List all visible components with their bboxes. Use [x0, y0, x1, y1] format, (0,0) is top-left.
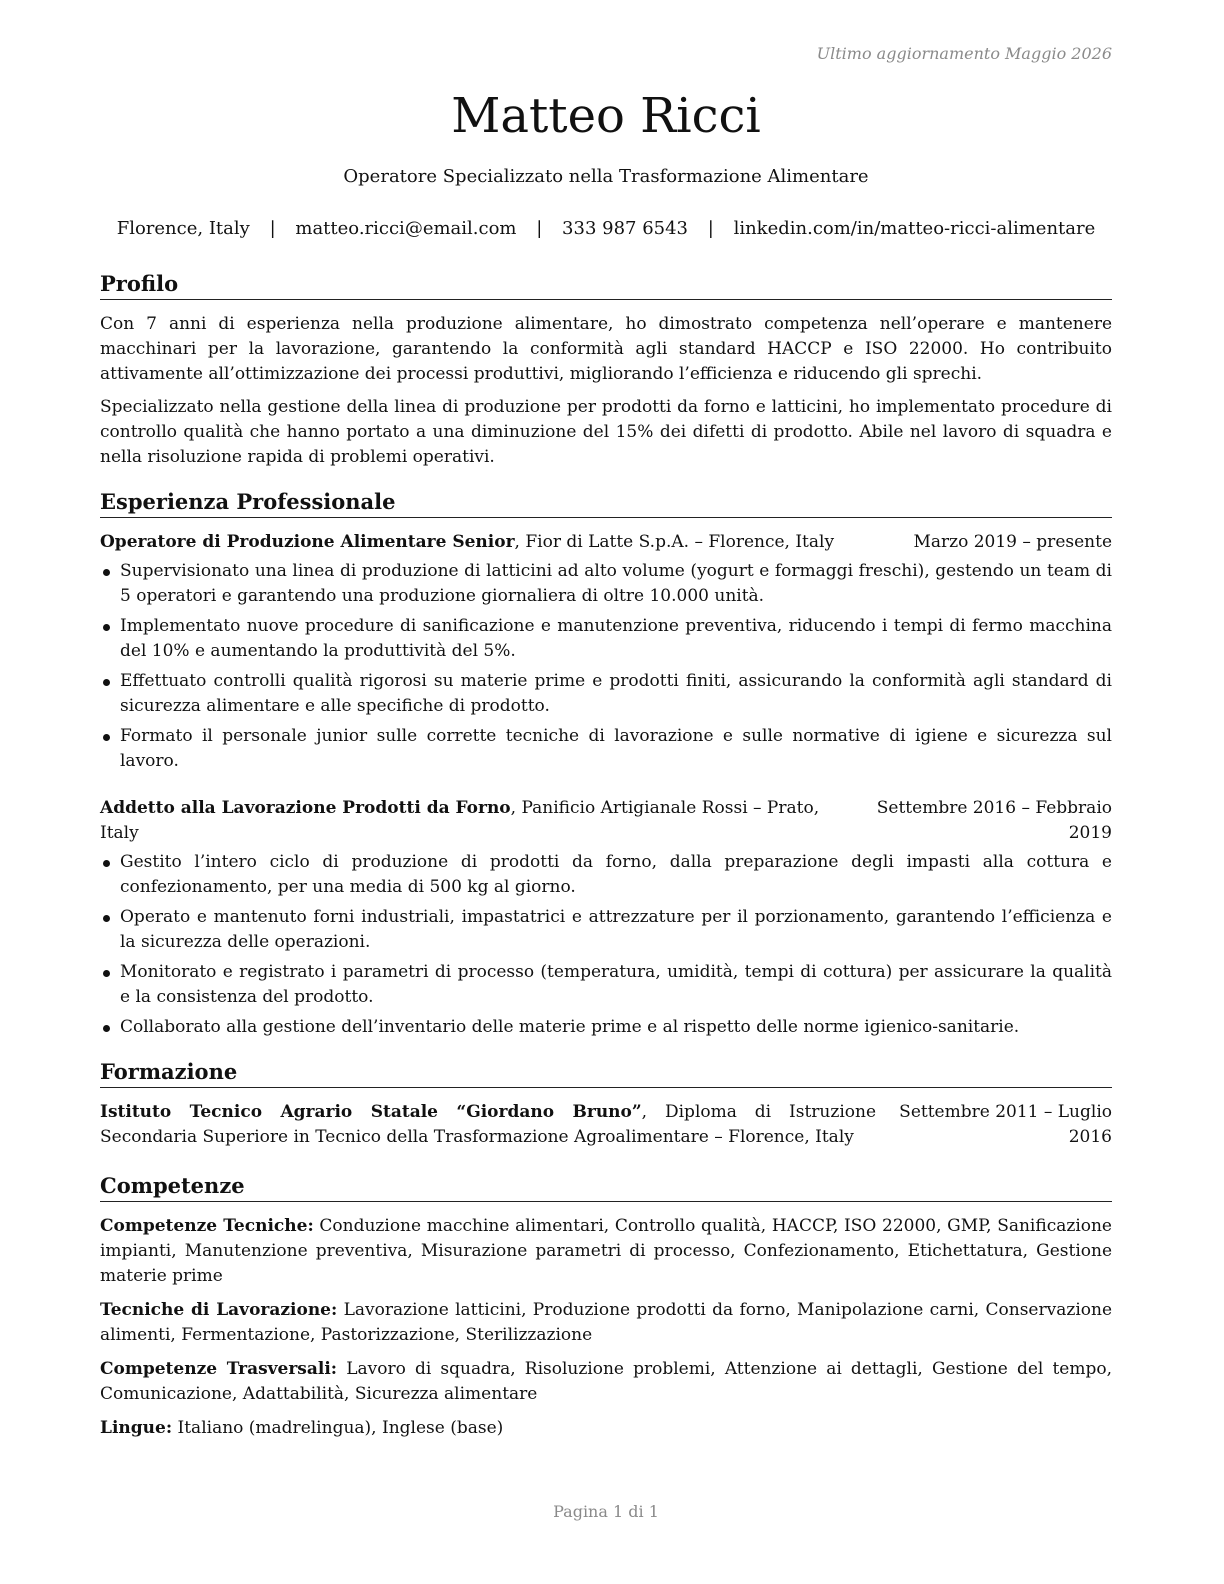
skill-label: Lingue: — [100, 1418, 173, 1438]
skill-label: Competenze Trasversali: — [100, 1359, 338, 1379]
contact-email[interactable]: matteo.ricci@email.com — [295, 218, 517, 239]
bullet-item: Gestito l’intero ciclo di produzione di prodotti da forno, dalla preparazione degli impasti alla cottura e confezionamento, per una media di 500 kg al giorno. — [100, 850, 1112, 900]
skill-text: Lavorazione latticini, Produzione prodotti da forno, Manipolazione carni, Conservazione alimenti, Fermentazione, Pastorizzazione, Sterilizzazione — [100, 1300, 1112, 1345]
bullet-item: Operato e mantenuto forni industriali, impastatrici e attrezzature per il porzionamento, garantendo l’efficienza e la sicurezza delle operazioni. — [100, 905, 1112, 955]
profile-section — [100, 270, 1112, 470]
job-entry — [100, 530, 1112, 774]
job-dates: Settembre 2016 – Febbraio 2019 — [876, 798, 1112, 843]
degree-name: , Diploma di Istruzione Secondaria Superiore in Tecnico della Trasformazione Agroalimentare – Florence, Italy — [100, 1102, 877, 1147]
job-bullets — [100, 850, 1112, 1040]
bullet-item: Effettuato controlli qualità rigorosi su materie prime e prodotti finiti, assicurando la conformità agli standard di sicurezza alimentare e alle specifiche di prodotto. — [100, 669, 1112, 719]
contact-separator: | — [536, 218, 543, 239]
last-updated: Ultimo aggiornamento Maggio 2026 — [816, 44, 1112, 63]
resume-content — [100, 270, 1112, 1450]
job-dates: Marzo 2019 – presente — [913, 532, 1112, 552]
contact-separator: | — [269, 218, 276, 239]
school-name: Istituto Tecnico Agrario Statale “Giordano Bruno” — [100, 1102, 642, 1122]
job-title: Operatore Specializzato nella Trasformazione Alimentare — [343, 166, 869, 187]
contact-line — [100, 218, 1112, 239]
job-title-company — [100, 530, 897, 555]
section-heading-education: Formazione — [100, 1058, 1112, 1088]
skill-group-languages — [100, 1416, 1112, 1441]
page-number: Pagina 1 di 1 — [553, 1502, 659, 1521]
resume-page — [100, 0, 1112, 1584]
bullet-item: Monitorato e registrato i parametri di processo (temperatura, umidità, tempi di cottura) per assicurare la qualità e la consistenza del prodotto. — [100, 960, 1112, 1010]
profile-paragraph: Con 7 anni di esperienza nella produzione alimentare, ho dimostrato competenza nell’operare e mantenere macchinari per la lavorazione, garantendo la conformità agli standard HACCP e ISO 22000. Ho contribuito attivamente all’ottimizzazione dei processi produttivi, migliorando l’efficienza e riducendo gli sprechi. — [100, 314, 1112, 384]
job-company: , Fior di Latte S.p.A. – Florence, Italy — [514, 532, 835, 552]
bullet-item: Supervisionato una linea di produzione di latticini ad alto volume (yogurt e formaggi freschi), gestendo un team di 5 operatori e garantendo una produzione giornaliera di oltre 10.000 unità. — [100, 559, 1112, 609]
skill-text: Lavoro di squadra, Risoluzione problemi, Attenzione ai dettagli, Gestione del tempo, Comunicazione, Adattabilità, Sicurezza alimentare — [100, 1359, 1112, 1404]
bullet-item: Collaborato alla gestione dell’inventario delle materie prime e al rispetto delle norme igienico-sanitarie. — [100, 1015, 1112, 1040]
job-bullets — [100, 559, 1112, 774]
contact-linkedin[interactable]: linkedin.com/in/matteo-ricci-alimentare — [733, 218, 1096, 239]
job-title-company — [100, 796, 848, 846]
job-header — [100, 530, 1112, 555]
job-role: Addetto alla Lavorazione Prodotti da Forno — [100, 798, 511, 818]
job-company: , Panificio Artigianale Rossi – Prato, Italy — [100, 798, 820, 843]
skill-group-soft — [100, 1357, 1112, 1407]
contact-phone: 333 987 6543 — [562, 218, 689, 239]
education-entry — [100, 1100, 1112, 1150]
profile-paragraph: Specializzato nella gestione della linea di produzione per prodotti da forno e latticini, ho implementato procedure di controllo qualità che hanno portato a una diminuzione del 15% dei difetti di prodotto. Abile nel lavoro di squadra e nella risoluzione rapida di problemi operativi. — [100, 397, 1112, 467]
job-role: Operatore di Produzione Alimentare Senior — [100, 532, 515, 552]
section-heading-skills: Competenze — [100, 1172, 1112, 1202]
experience-section — [100, 488, 1112, 1040]
skill-group-processing — [100, 1298, 1112, 1348]
candidate-name: Matteo Ricci — [451, 88, 761, 144]
education-section — [100, 1058, 1112, 1150]
job-header — [100, 796, 1112, 846]
contact-separator: | — [707, 218, 714, 239]
education-dates: Settembre 2011 – Luglio 2016 — [899, 1102, 1112, 1147]
bullet-item: Implementato nuove procedure di sanificazione e manutenzione preventiva, riducendo i tempi di fermo macchina del 10% e aumentando la produttività del 5%. — [100, 614, 1112, 664]
section-heading-profile: Profilo — [100, 270, 1112, 300]
contact-location: Florence, Italy — [116, 218, 250, 239]
skills-section — [100, 1172, 1112, 1441]
section-heading-experience: Esperienza Professionale — [100, 488, 1112, 518]
education-details — [100, 1100, 876, 1150]
skill-group-technical — [100, 1214, 1112, 1289]
skill-text: Conduzione macchine alimentari, Controllo qualità, HACCP, ISO 22000, GMP, Sanificazione impianti, Manutenzione preventiva, Misurazione parametri di processo, Confezionamento, Etichettatura, Gestione materie prime — [100, 1216, 1112, 1286]
skill-text: Italiano (madrelingua), Inglese (base) — [172, 1418, 504, 1438]
skill-label: Competenze Tecniche: — [100, 1216, 314, 1236]
skill-label: Tecniche di Lavorazione: — [100, 1300, 338, 1320]
bullet-item: Formato il personale junior sulle corrette tecniche di lavorazione e sulle normative di igiene e sicurezza sul lavoro. — [100, 724, 1112, 774]
job-entry — [100, 796, 1112, 1040]
